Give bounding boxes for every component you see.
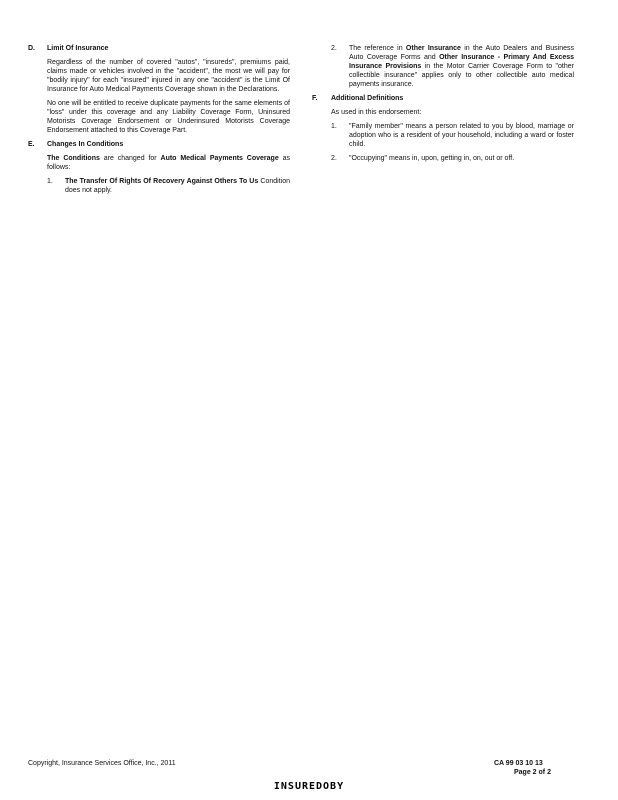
definition-item-1 — [331, 122, 574, 149]
footer-copyright: Copyright, Insurance Services Office, Inc., 2011 — [28, 760, 176, 767]
item-plain-text: in the Motor Carrier Coverage Form to "other collectible insurance" applies only to other collectible auto medical payments insurance. — [349, 63, 574, 88]
item-number: 2. — [331, 155, 337, 162]
item-plain-text: Condition does not apply. — [65, 178, 290, 194]
footer-form-info — [494, 759, 584, 777]
section-d-paragraph-2: No one will be entitled to receive duplicate payments for the same elements of "loss" under this coverage and any Liability Coverage Form, Uninsured Motorists Coverage Endorsement or Underinsured Motorists Coverage Endorsement attached to this Coverage Part. — [47, 100, 290, 134]
item-text: "Occupying" means in, upon, getting in, on, out or off. — [349, 155, 515, 162]
item-plain-text: The reference in — [349, 45, 406, 52]
item-bold-text: Other Insurance - Primary And Excess Insurance Provisions — [349, 54, 574, 70]
section-e-item-1 — [47, 177, 290, 195]
item-bold-text: The Transfer Of Rights Of Recovery Against Others To Us — [65, 178, 259, 185]
form-number: CA 99 03 10 13 — [494, 760, 543, 767]
intro-bold-text: The Conditions — [47, 155, 100, 162]
section-letter: D. — [28, 45, 35, 52]
item-number: 2. — [331, 45, 337, 52]
item-text — [349, 44, 574, 89]
section-f-heading — [312, 94, 574, 103]
intro-text: are changed for — [99, 155, 161, 162]
right-column — [312, 44, 574, 168]
item-plain-text: in the Auto Dealers and Business Auto Coverage Forms and — [349, 45, 574, 61]
item-number: 1. — [331, 123, 337, 130]
intro-bold-text: Auto Medical Payments Coverage — [160, 155, 279, 162]
item-number: 1. — [47, 178, 53, 185]
section-e-intro — [47, 154, 290, 172]
left-column — [28, 44, 290, 200]
section-e-heading — [28, 140, 290, 149]
page-number: Page 2 of 2 — [514, 769, 551, 776]
section-letter: F. — [312, 95, 318, 102]
section-f-intro: As used in this endorsement: — [331, 109, 422, 116]
section-title: Limit Of Insurance — [47, 45, 109, 52]
section-e-item-2 — [331, 44, 574, 89]
definition-item-2 — [331, 154, 574, 163]
section-title: Additional Definitions — [331, 95, 404, 102]
watermark: INSUREDOBY — [273, 781, 345, 792]
item-text: "Family member" means a person related to you by blood, marriage or adoption who is a resident of your household, including a ward or foster child. — [349, 123, 574, 148]
intro-text: as follows: — [47, 155, 290, 171]
section-d-paragraph-1: Regardless of the number of covered "autos", "insureds", premiums paid, claims made or vehicles involved in the "accident", the most we will pay for "bodily injury" for each "insured" injured in any one "accident" is the Limit Of Insurance for Auto Medical Payments Coverage shown in the Declarations. — [47, 59, 290, 93]
section-title: Changes In Conditions — [47, 141, 124, 148]
item-text — [65, 177, 290, 195]
section-d-heading — [28, 44, 290, 53]
section-letter: E. — [28, 141, 35, 148]
item-bold-text: Other Insurance — [405, 45, 461, 52]
